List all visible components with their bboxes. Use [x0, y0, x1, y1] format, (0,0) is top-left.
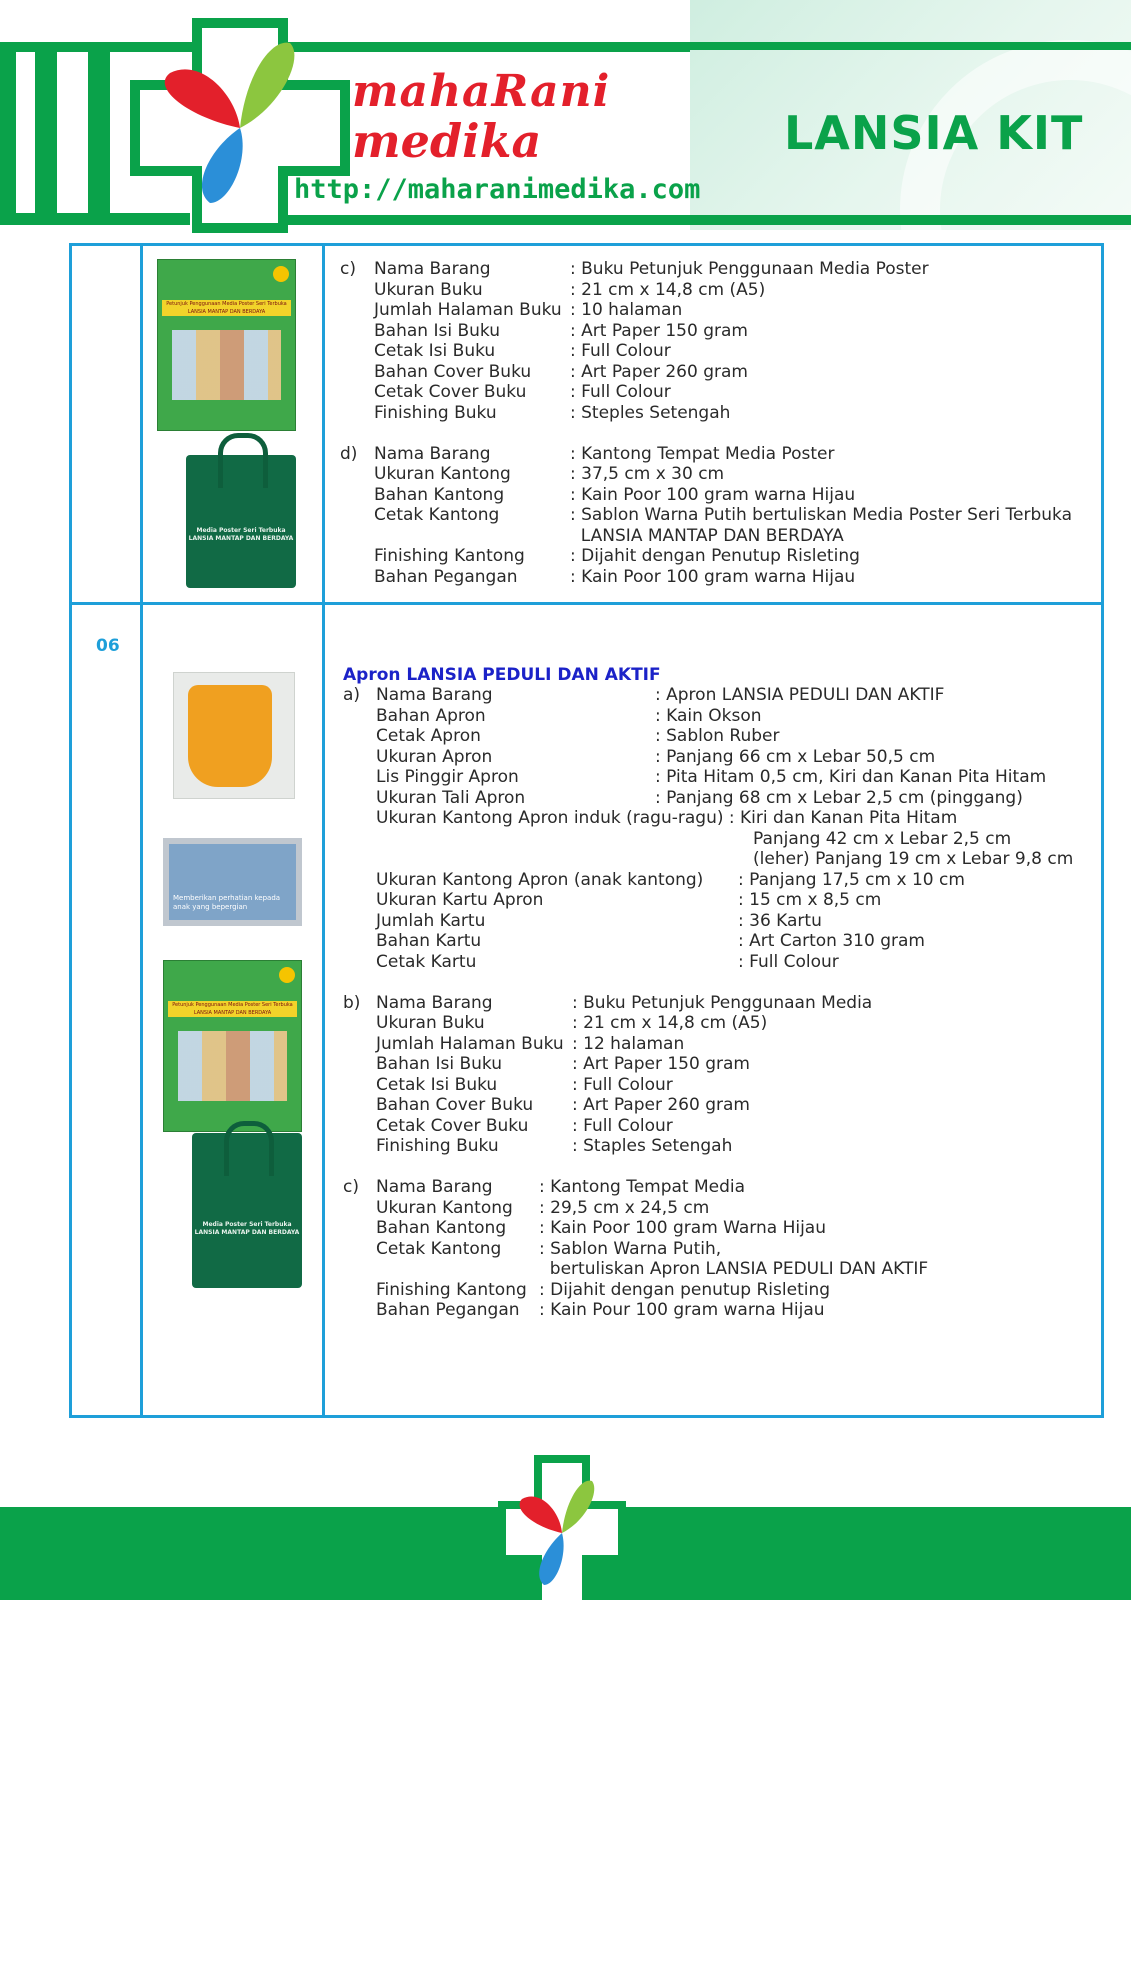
table-border-right [1101, 243, 1104, 1418]
spec-label: Cetak Isi Buku [376, 1074, 498, 1095]
spec-label: Bahan Cover Buku [376, 1095, 534, 1115]
spec-value: : Sablon Warna Putih, [539, 1238, 722, 1259]
spec-value: : Kain Poor 100 gram warna Hijau [570, 566, 856, 587]
bag-image [186, 455, 296, 588]
table-border-top [69, 243, 1104, 246]
brand-name-line2: medika [352, 114, 542, 168]
spec-label: Nama Barang [374, 443, 491, 464]
page-title: LANSIA KIT [784, 106, 1084, 160]
spec-label: Ukuran Tali Apron [376, 787, 526, 808]
book-cover-illustration [172, 330, 281, 400]
card-text: Memberikan perhatian kepada anak yang bepergian [173, 894, 281, 911]
spec-label: Bahan Isi Buku [374, 320, 500, 341]
spec-value-cont: Panjang 42 cm x Lebar 2,5 cm [753, 828, 1012, 849]
spec-value: : Kantong Tempat Media Poster [570, 443, 835, 464]
spec-label: Ukuran Buku [376, 1013, 485, 1033]
item-letter: a) [343, 685, 361, 705]
spec-label: Ukuran Kantong [376, 1197, 513, 1218]
table-row-divider [69, 602, 1104, 605]
bag-handle-icon [218, 433, 268, 488]
row-06-specs [343, 685, 1101, 1325]
book-cover-illustration [178, 1031, 287, 1101]
spec-value: : Full Colour [570, 341, 671, 361]
spec-value: : 21 cm x 14,8 cm (A5) [572, 1013, 768, 1033]
website-url[interactable]: http://maharanimedika.com [294, 174, 701, 205]
spec-label: Lis Pinggir Apron [376, 767, 519, 787]
spec-value: : Full Colour [738, 951, 839, 972]
apron-body [188, 685, 272, 787]
spec-value: : Kain Poor 100 gram warna Hijau [570, 484, 856, 505]
table-col-divider-1 [140, 243, 143, 1418]
spec-label: Bahan Pegangan [376, 1300, 520, 1320]
card-image [163, 838, 302, 926]
spec-label: Bahan Pegangan [374, 566, 518, 587]
spec-value: : Art Paper 150 gram [570, 320, 748, 341]
book-badge-icon [279, 967, 295, 983]
spec-label: Finishing Kantong [374, 546, 525, 566]
spec-value: : 10 halaman [570, 300, 683, 320]
spec-label: Nama Barang [376, 992, 493, 1013]
header-top-bar-right [690, 42, 1131, 50]
spec-value: : Pita Hitam 0,5 cm, Kiri dan Kanan Pita Hitam [655, 767, 1047, 787]
spec-label: Nama Barang [376, 685, 493, 705]
book-badge-icon [273, 266, 289, 282]
spec-label: Ukuran Kantong Apron (anak kantong) [376, 869, 704, 890]
bag-print-text: Media Poster Seri Terbuka LANSIA MANTAP DAN BERDAYA [188, 527, 294, 542]
spec-value: : Art Paper 150 gram [572, 1054, 750, 1074]
spec-label: Cetak Isi Buku [374, 341, 496, 361]
spec-value: : Full Colour [570, 382, 671, 402]
spec-value: : Sablon Ruber [655, 726, 780, 746]
brand-name-line1: mahaRani [352, 66, 611, 117]
spec-value: : Panjang 66 cm x Lebar 50,5 cm [655, 746, 936, 767]
spec-label: Cetak Kantong [374, 505, 500, 525]
bag-print-text: Media Poster Seri Terbuka LANSIA MANTAP DAN BERDAYA [194, 1221, 300, 1236]
spec-value: : Panjang 17,5 cm x 10 cm [738, 869, 965, 890]
spec-value: : Buku Petunjuk Penggunaan Media [572, 992, 873, 1013]
item-letter: c) [343, 1177, 359, 1197]
book-cover-image [157, 259, 296, 431]
apron-image [173, 672, 295, 799]
spec-value: : Dijahit dengan Penutup Risleting [570, 546, 860, 566]
row-prev-specs [340, 259, 1100, 589]
spec-value: : 12 halaman [572, 1033, 685, 1054]
spec-label: Ukuran Kartu Apron [376, 890, 544, 910]
spec-label: Cetak Cover Buku [376, 1115, 529, 1136]
bag-image [192, 1133, 302, 1288]
spec-value: : Kain Pour 100 gram warna Hijau [539, 1300, 825, 1320]
footer-logo-cross-icon [498, 1455, 626, 1600]
spec-value: : Art Paper 260 gram [572, 1095, 750, 1115]
spec-value: : 29,5 cm x 24,5 cm [539, 1197, 710, 1218]
item-letter: b) [343, 992, 361, 1013]
book-cover-title: Petunjuk Penggunaan Media Poster Seri Terbuka LANSIA MANTAP DAN BERDAYA [162, 300, 291, 316]
spec-label: Finishing Kantong [376, 1279, 527, 1300]
stripe-2 [35, 52, 57, 215]
spec-value: : Full Colour [572, 1115, 673, 1136]
table-col-divider-2 [322, 243, 325, 1418]
book-cover-image [163, 960, 302, 1132]
item-letter: d) [340, 443, 358, 464]
bag-handle-icon [224, 1121, 274, 1176]
spec-value: : Steples Setengah [570, 402, 731, 423]
spec-value: : Dijahit dengan penutup Risleting [539, 1279, 831, 1300]
spec-value: : Staples Setengah [572, 1136, 733, 1156]
table-border-left [69, 243, 72, 1418]
spec-value: : Kain Okson [655, 705, 762, 726]
spec-label: Cetak Kantong [376, 1238, 502, 1259]
book-cover-title: Petunjuk Penggunaan Media Poster Seri Terbuka LANSIA MANTAP DAN BERDAYA [168, 1001, 297, 1017]
spec-label: Bahan Kantong [376, 1218, 507, 1238]
spec-label: Nama Barang [374, 259, 491, 279]
stripe-3 [88, 52, 110, 215]
spec-value: : Buku Petunjuk Penggunaan Media Poster [570, 259, 929, 279]
header-bottom-bar [288, 215, 1131, 225]
spec-value: : Sablon Warna Putih bertuliskan Media Poster Seri Terbuka [570, 505, 1072, 525]
spec-label: Finishing Buku [376, 1136, 499, 1156]
spec-label: Jumlah Kartu [376, 910, 486, 931]
spec-label: Bahan Isi Buku [376, 1054, 502, 1074]
row-number: 06 [96, 636, 120, 656]
section-title: Apron LANSIA PEDULI DAN AKTIF [343, 665, 661, 685]
item-letter: c) [340, 259, 356, 279]
spec-label: Ukuran Apron [376, 746, 493, 767]
spec-label: Cetak Cover Buku [374, 382, 527, 402]
spec-value-cont: LANSIA MANTAP DAN BERDAYA [570, 525, 844, 546]
spec-label: Cetak Kartu [376, 951, 477, 972]
table-border-bottom [69, 1415, 1104, 1418]
spec-label: Nama Barang [376, 1177, 493, 1197]
spec-value: : Apron LANSIA PEDULI DAN AKTIF [655, 685, 945, 705]
spec-value: : Art Carton 310 gram [738, 931, 925, 951]
spec-value: : Kain Poor 100 gram Warna Hijau [539, 1218, 826, 1238]
spec-label: Bahan Kantong [374, 484, 505, 505]
spec-label: Jumlah Halaman Buku [374, 300, 562, 320]
spec-label: Ukuran Kantong [374, 464, 511, 484]
spec-label: Ukuran Buku [374, 279, 483, 300]
spec-label-induk: Ukuran Kantong Apron induk (ragu-ragu) : Kiri dan Kanan Pita Hitam [376, 808, 958, 828]
spec-value: : 15 cm x 8,5 cm [738, 890, 882, 910]
spec-label: Bahan Kartu [376, 931, 482, 951]
spec-value: : Full Colour [572, 1074, 673, 1095]
spec-label: Bahan Cover Buku [374, 361, 532, 382]
stripe-1 [0, 52, 16, 215]
spec-label: Finishing Buku [374, 402, 497, 423]
spec-label: Bahan Apron [376, 705, 486, 726]
spec-value: : Panjang 68 cm x Lebar 2,5 cm (pinggang) [655, 787, 1023, 808]
spec-value-cont: (leher) Panjang 19 cm x Lebar 9,8 cm [753, 849, 1074, 869]
spec-value: : 37,5 cm x 30 cm [570, 464, 725, 484]
spec-value-cont: bertuliskan Apron LANSIA PEDULI DAN AKTIF [539, 1259, 929, 1279]
spec-label: Jumlah Halaman Buku [376, 1033, 564, 1054]
spec-label: Cetak Apron [376, 726, 481, 746]
spec-value: : Kantong Tempat Media [539, 1177, 746, 1197]
spec-value: : 36 Kartu [738, 910, 822, 931]
spec-value: : 21 cm x 14,8 cm (A5) [570, 279, 766, 300]
spec-value: : Art Paper 260 gram [570, 361, 748, 382]
